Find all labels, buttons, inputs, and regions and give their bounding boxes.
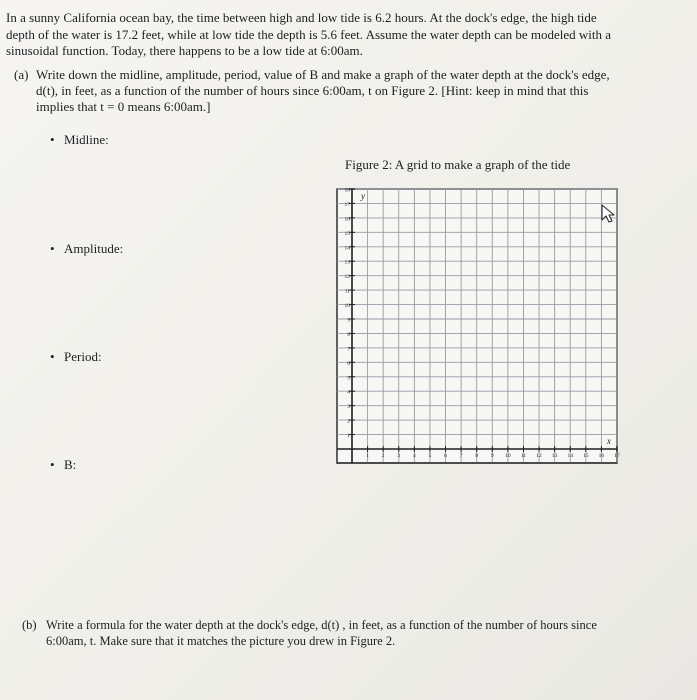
y-tick-label: 13: [344, 259, 350, 266]
x-tick-label: 16: [598, 453, 605, 459]
x-tick-label: 4: [412, 453, 416, 459]
x-tick-label: 1: [366, 453, 369, 459]
bullet-amplitude: [50, 241, 123, 257]
y-tick-label: 3: [347, 404, 350, 411]
y-tick-label: 14: [344, 245, 350, 252]
y-tick-label: 18: [344, 187, 350, 194]
problem-intro: In a sunny California ocean bay, the time between high and low tide is 6.2 hours. At the dock's edge, the high tide depth of the water is 17.2 feet, while at low tide the depth is 5.6 feet. Assume the water depth can be modeled with a sinusoidal function. Today, there happens to be a low tide at 6:00am.: [6, 10, 612, 58]
x-tick-label: 15: [583, 453, 589, 459]
y-tick-label: 6: [347, 360, 350, 367]
part-a-label: (a): [14, 67, 29, 82]
bullet-dot: •: [50, 241, 55, 256]
y-tick-label: 4: [347, 389, 350, 396]
grid-svg[interactable]: [336, 188, 618, 464]
bullet-midline: [50, 132, 109, 148]
bullet-period: [50, 349, 102, 365]
y-tick-label: 5: [347, 375, 350, 382]
part-b-label: (b): [22, 618, 37, 632]
x-tick-label: 10: [505, 453, 511, 459]
y-tick-label: 17: [344, 201, 350, 208]
y-tick-label: 7: [347, 346, 350, 353]
y-tick-label: 2: [347, 418, 350, 425]
x-tick-label: 6: [444, 453, 447, 459]
part-a-text: Write down the midline, amplitude, period, value of B and make a graph of the water depth at the dock's edge, d(t), in feet, as a function of the number of hours since 6:00am, t on Figure 2. [Hint: keep in mind that this implies that t = 0 means 6:00am.]: [36, 67, 610, 114]
x-tick-label: 14: [567, 453, 573, 459]
x-tick-label: 11: [520, 453, 527, 459]
bullet-amplitude-label: Amplitude:: [64, 241, 124, 256]
x-tick-label: 7: [459, 453, 463, 459]
x-tick-label: 17: [614, 453, 620, 459]
bullet-dot: •: [50, 132, 55, 147]
x-tick-label: 13: [551, 453, 558, 459]
y-tick-label: 16: [344, 216, 350, 223]
part-b: [22, 617, 622, 649]
bullet-period-label: Period:: [64, 349, 102, 364]
part-a: [14, 67, 626, 115]
bullet-dot: •: [50, 349, 55, 364]
x-tick-label: 8: [475, 453, 479, 459]
tide-graph-grid[interactable]: [336, 188, 618, 469]
x-tick-label: 9: [490, 453, 494, 459]
y-tick-label: 8: [347, 331, 350, 338]
part-b-text: Write a formula for the water depth at the dock's edge, d(t) , in feet, as a function of the number of hours since 6:00am, t. Make sure that it matches the picture you drew in Figure 2.: [46, 618, 597, 648]
y-tick-label: 12: [344, 274, 350, 281]
y-tick-label: 1: [347, 433, 350, 440]
bullet-midline-label: Midline:: [64, 132, 109, 147]
bullet-b: [50, 457, 76, 473]
y-tick-label: 15: [344, 230, 350, 237]
y-tick-label: 11: [344, 288, 350, 295]
x-tick-label: 5: [428, 453, 432, 459]
x-tick-label: 12: [536, 453, 542, 459]
bullet-b-label: B:: [64, 457, 77, 472]
y-tick-label: 9: [347, 317, 350, 324]
figure-caption: Figure 2: A grid to make a graph of the tide: [345, 157, 571, 172]
y-tick-label: 10: [344, 303, 350, 310]
x-axis-label: x: [607, 436, 611, 446]
bullet-dot: •: [50, 457, 55, 472]
y-axis-label: y: [361, 191, 365, 201]
x-tick-label: 2: [381, 453, 385, 459]
x-tick-label: 3: [397, 453, 401, 459]
